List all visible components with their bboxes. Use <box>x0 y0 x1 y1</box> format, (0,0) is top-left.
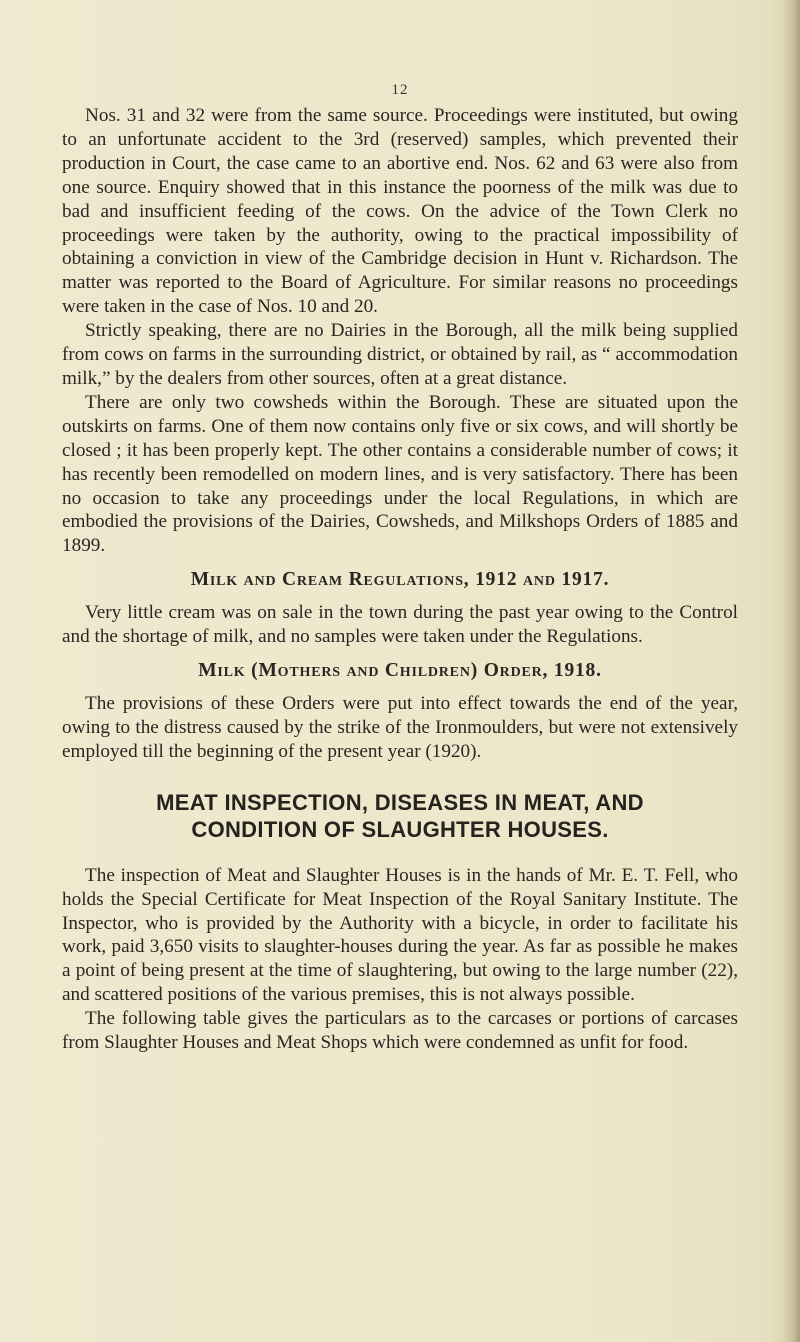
paragraph-milk-mothers: The provisions of these Orders were put into effect towards the end of the year, owing to the distress caused by the strike of the Ironmoulders, but were not extensively employed till the beginning of the present year (1920). <box>62 693 738 762</box>
heading-meat-inspection <box>62 789 738 844</box>
paragraph-cowsheds: There are only two cowsheds within the Borough. These are situated upon the outskirts on farms. One of them now contains only five or six cows, and will shortly be closed ; it has been properly kept. The other contains a considerable number of cows; it has recently been remodelled on modern lines, and is very satisfactory. There has been no occasion to take any proceedings under the local Regulations, in which are embodied the provisions of the Dairies, Cowsheds, and Milkshops Orders of 1885 and 1899. <box>62 391 738 557</box>
paragraph-meat-inspection: The inspection of Meat and Slaughter Houses is in the hands of Mr. E. T. Fell, who holds the Special Certificate for Meat Inspection of the Royal Sanitary Institute. The Inspector, who is provided by the Authority with a bicycle, in order to facilitate his work, paid 3,650 visits to slaughter-houses during the year. As far as possible he makes a point of being present at the time of slaughtering, but owing to the large number (22), and scattered positions of the various premises, this is not always possible. <box>62 864 738 1006</box>
page-number: 12 <box>391 82 409 98</box>
paragraph-dairies: Strictly speaking, there are no Dairies in the Borough, all the milk being supplied from cows on farms in the surrounding district, or obtained by rail, as “ accommodation milk,” by the dealers from other sources, often at a great distance. <box>62 320 738 389</box>
page-content <box>62 104 738 1055</box>
paragraph-proceedings: Nos. 31 and 32 were from the same source. Proceedings were instituted, but owing to an unfortunate accident to the 3rd (reserved) samples, which prevented their production in Court, the case came to an abortive end. Nos. 62 and 63 were also from one source. Enquiry showed that in this instance the poorness of the milk was due to bad and insufficient feeding of the cows. On the advice of the Town Clerk no proceedings were taken by the authority, owing to the practical impossibility of obtaining a conviction in view of the Cambridge decision in Hunt v. Richardson. The matter was reported to the Board of Agriculture. For similar reasons no proceedings were taken in the case of Nos. 10 and 20. <box>62 105 738 318</box>
paragraph-milk-cream: Very little cream was on sale in the town during the past year owing to the Control and the shortage of milk, and no samples were taken under the Regulations. <box>62 602 738 648</box>
page-edge-shadow <box>782 0 800 1342</box>
heading-milk-mothers-children-order: Milk (Mothers and Children) Order, 1918. <box>198 660 602 682</box>
heading-meat-inspection-line-1: MEAT INSPECTION, DISEASES IN MEAT, AND <box>156 789 644 815</box>
heading-milk-cream-regulations: Milk and Cream Regulations, 1912 and 1917. <box>190 569 610 591</box>
heading-meat-inspection-line-2: CONDITION OF SLAUGHTER HOUSES. <box>191 817 609 843</box>
paragraph-condemned-table-intro: The following table gives the particulars as to the carcases or portions of carcases from Slaughter Houses and Meat Shops which were condemned as unfit for food. <box>62 1008 738 1054</box>
